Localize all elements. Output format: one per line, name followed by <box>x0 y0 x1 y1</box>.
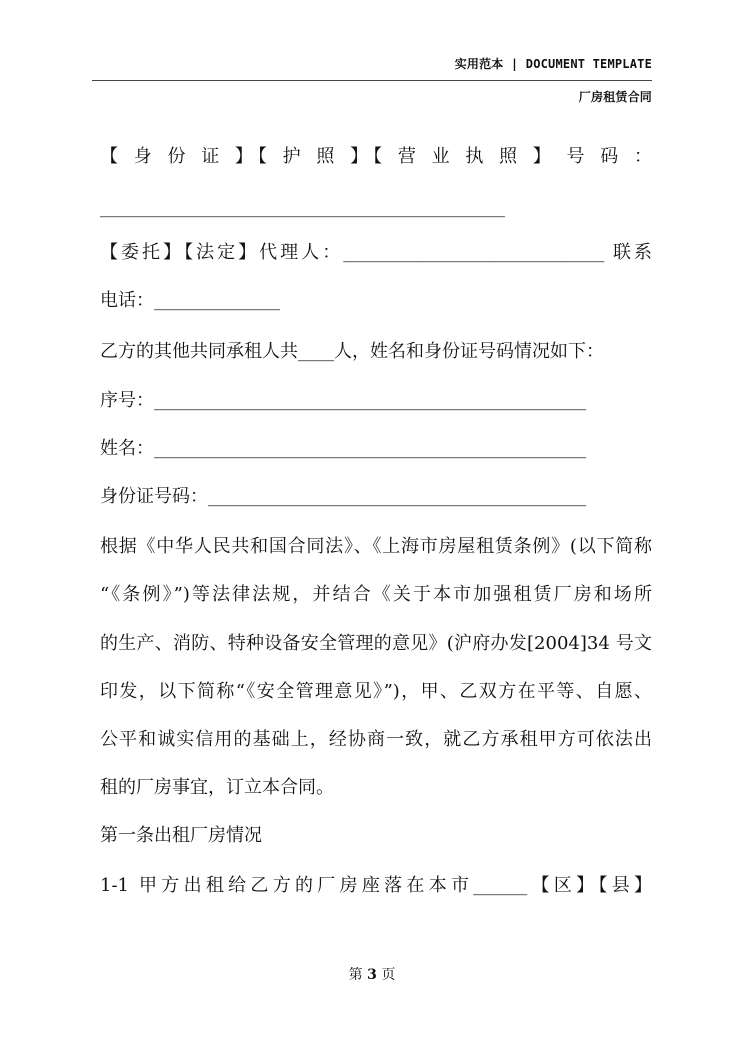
name-line: 姓名：________________________________________________ <box>100 438 586 459</box>
header-divider <box>92 80 652 81</box>
clause-1-1-line: 1-1 甲方出租给乙方的厂房座落在本市______【区】【县】 <box>100 875 652 896</box>
id-number-blank-line: _____________________________________________ <box>100 197 505 218</box>
section-heading: 第一条出租厂房情况 <box>100 825 262 846</box>
page-footer <box>0 964 744 984</box>
paragraph-line: 根据《中华人民共和国合同法》、《上海市房屋租赁条例》(以下简称 <box>100 536 652 557</box>
id-card-line: 身份证号码：__________________________________________ <box>100 486 586 507</box>
paragraph-line: “《条例》”)等法律法规，并结合《关于本市加强租赁厂房和场所 <box>100 584 652 605</box>
co-tenant-intro: 乙方的其他共同承租人共____人，姓名和身份证号码情况如下： <box>100 341 604 362</box>
id-number-line: 【 身 份 证 】【 护 照 】【 营 业 执 照 】 号 码 ： <box>100 146 652 167</box>
page-prefix: 第 <box>348 967 363 983</box>
phone-line: 电话：______________ <box>100 290 280 311</box>
serial-number-line: 序号：________________________________________________ <box>100 390 586 411</box>
document-header-subtitle: 厂房租赁合同 <box>578 90 652 104</box>
paragraph-line: 印发，以下简称“《安全管理意见》”)，甲、乙双方在平等、自愿、 <box>100 681 652 702</box>
paragraph-line: 租的厂房事宜，订立本合同。 <box>100 777 334 798</box>
page-suffix: 页 <box>381 967 396 983</box>
page-number: 3 <box>367 967 377 983</box>
agent-line: 【委托】【法定】代理人：_____________________________ 联系 <box>100 242 652 263</box>
paragraph-line: 的生产、消防、特种设备安全管理的意见》(沪府办发[2004]34 号文 <box>100 633 652 654</box>
paragraph-line: 公平和诚实信用的基础上，经协商一致，就乙方承租甲方可依法出 <box>100 729 652 750</box>
document-header-title: 实用范本 | DOCUMENT TEMPLATE <box>454 57 652 71</box>
